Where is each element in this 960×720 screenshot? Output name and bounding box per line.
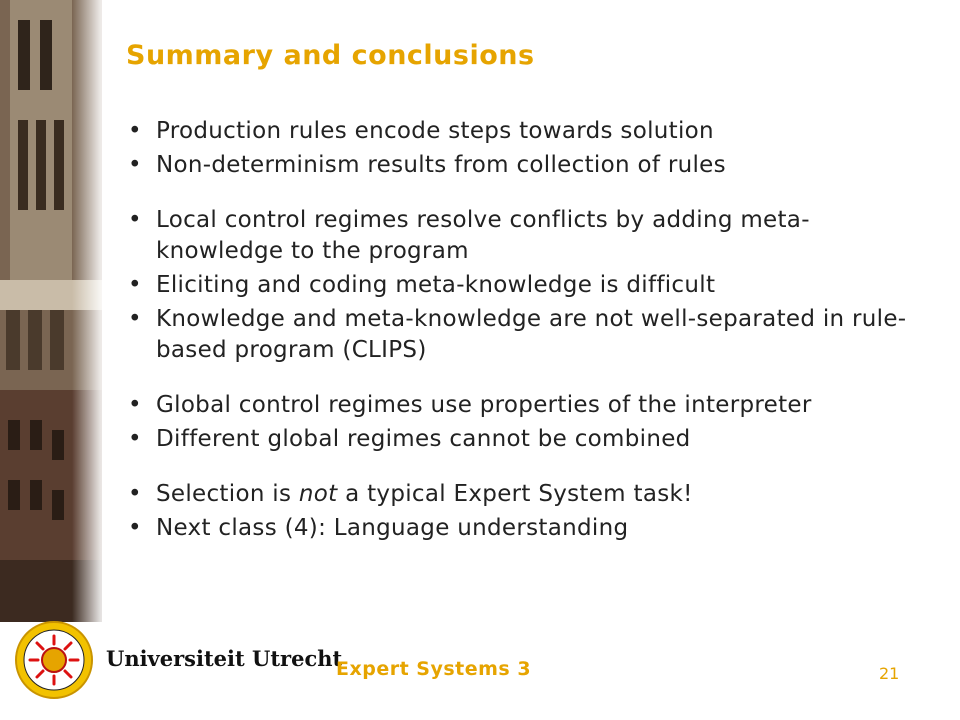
bullet-item: • Knowledge and meta-knowledge are not well-separated in rule-based program (CLIPS)	[126, 304, 926, 366]
university-sun-seal-icon	[14, 620, 94, 700]
bullet-list	[126, 116, 926, 544]
bullet-item: • Global control regimes use properties of the interpreter	[126, 390, 926, 421]
bullet-item: • Eliciting and coding meta-knowledge is difficult	[126, 270, 926, 301]
bullet-item: • Selection is not a typical Expert System task!	[126, 479, 926, 510]
bullet-item: • Local control regimes resolve conflicts by adding meta-knowledge to the program	[126, 205, 926, 267]
page-number: 21	[879, 664, 900, 683]
cathedral-tower-photo	[0, 0, 102, 622]
emphasis-text: not	[298, 481, 338, 507]
bullet-item: • Next class (4): Language understanding	[126, 513, 926, 544]
university-name: Universiteit Utrecht	[106, 646, 343, 671]
course-title: Expert Systems 3	[336, 658, 532, 680]
bullet-item: • Different global regimes cannot be combined	[126, 424, 926, 455]
slide-title: Summary and conclusions	[126, 40, 535, 71]
bullet-item: • Production rules encode steps towards solution	[126, 116, 926, 147]
bullet-item: • Non-determinism results from collection of rules	[126, 150, 926, 181]
